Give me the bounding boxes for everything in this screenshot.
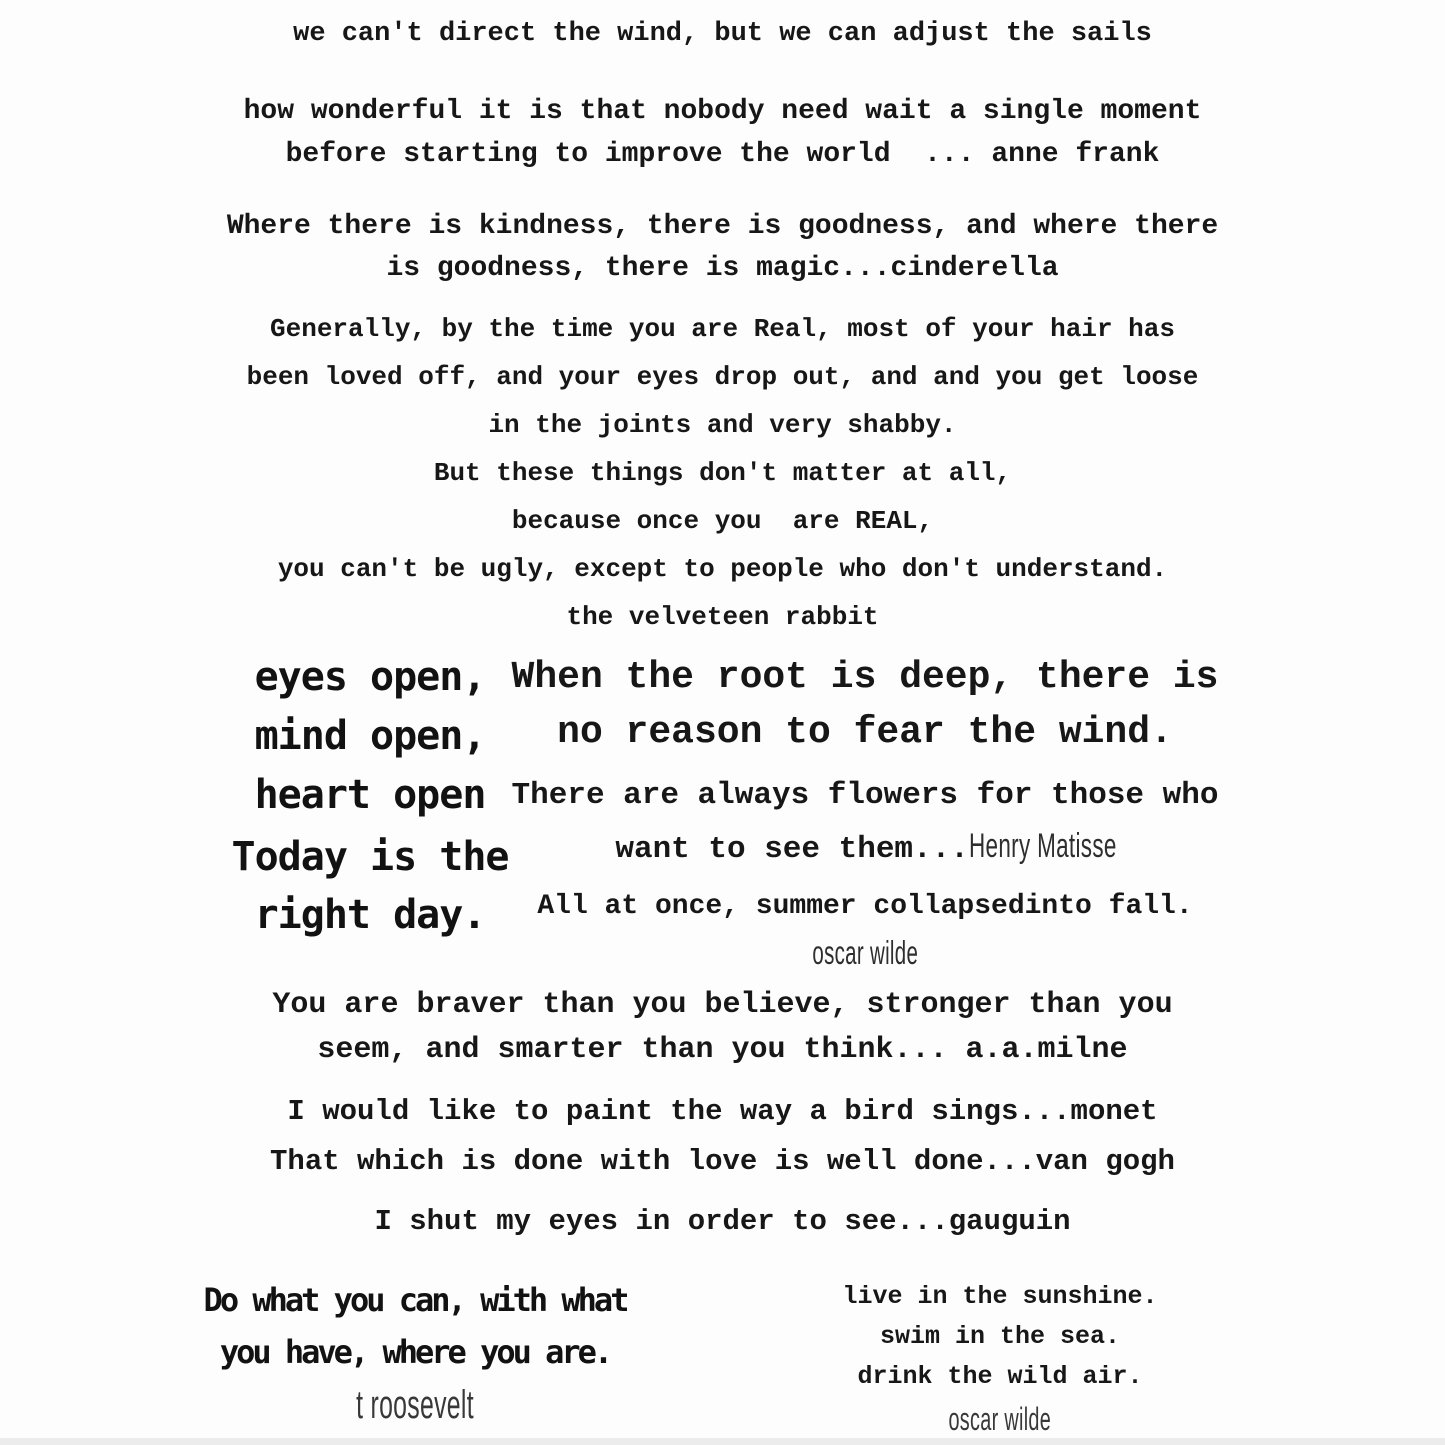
quote-attribution-line: [800, 1397, 1200, 1444]
quote-line: That which is done with love is well done...van gogh: [270, 1145, 1175, 1178]
quote-line: I would like to paint the way a bird sings...monet: [287, 1095, 1158, 1128]
quote-line-with-attribution: [480, 821, 1250, 875]
quote-line: Today is the: [231, 834, 509, 880]
quote-line: Generally, by the time you are Real, most of your hair has: [270, 314, 1175, 344]
quote-line: you have, where you are.: [219, 1333, 611, 1371]
quote-velveteen-rabbit: [0, 305, 1445, 641]
quote-wilde-sunshine: [800, 1277, 1200, 1444]
quote-line: been loved off, and your eyes drop out, and and you get loose: [246, 362, 1199, 392]
quote-line: When the root is deep, there is: [511, 656, 1219, 699]
quote-van-gogh-love: [0, 1144, 1445, 1180]
quote-wind-sails: [0, 14, 1445, 54]
quote-line: But these things don't matter at all,: [433, 458, 1012, 488]
quote-line: you can't be ugly, except to people who don't understand.: [277, 554, 1168, 584]
quote-line: is goodness, there is magic...cinderella: [386, 253, 1059, 284]
quote-attribution-line: [120, 1378, 710, 1433]
page-bottom-edge: [0, 1438, 1445, 1445]
quote-line: we can't direct the wind, but we can adjust the sails: [293, 19, 1152, 49]
quote-line: You are braver than you believe, stronger than you: [272, 988, 1173, 1022]
quote-line: heart open: [254, 772, 486, 818]
quote-line: swim in the sea.: [879, 1322, 1121, 1351]
quote-line: right day.: [254, 892, 486, 938]
quote-line: All at once, summer collapsedinto fall.: [537, 891, 1193, 922]
quote-cinderella: [0, 206, 1445, 290]
quote-anne-frank: [0, 90, 1445, 176]
quote-line: no reason to fear the wind.: [557, 711, 1173, 754]
quote-gauguin-shut-eyes: [0, 1204, 1445, 1240]
quote-line: Where there is kindness, there is goodness, and where there: [226, 211, 1219, 242]
quote-line: before starting to improve the world ... anne frank: [285, 139, 1160, 170]
quote-roosevelt-do-what-you-can: [120, 1274, 710, 1433]
quote-attribution: t roosevelt: [356, 1383, 474, 1427]
quote-line: Do what you can, with what: [203, 1281, 627, 1319]
quote-attribution: oscar wilde: [812, 934, 918, 971]
quote-line: I shut my eyes in order to see...gauguin: [374, 1205, 1071, 1238]
quote-line-text: want to see them...: [615, 832, 969, 867]
quote-line: mind open,: [254, 713, 486, 759]
quote-line: in the joints and very shabby.: [488, 410, 957, 440]
quote-milne-braver: [0, 983, 1445, 1073]
quote-root-deep: [480, 650, 1250, 760]
quote-line: drink the wild air.: [857, 1362, 1143, 1391]
quote-line: how wonderful it is that nobody need wait a single moment: [243, 96, 1202, 127]
quote-attribution: Henry Matisse: [968, 827, 1117, 865]
quote-line: There are always flowers for those who: [511, 778, 1219, 813]
quote-attribution-line: [480, 930, 1250, 981]
quote-matisse-flowers: [480, 770, 1250, 875]
quote-wilde-summer-fall: [480, 884, 1250, 981]
quote-attribution: the velveteen rabbit: [566, 602, 879, 632]
quote-line: seem, and smarter than you think... a.a.milne: [317, 1033, 1128, 1067]
quote-monet-bird-sings: [0, 1094, 1445, 1130]
quote-line: eyes open,: [254, 654, 486, 700]
quote-attribution: oscar wilde: [948, 1401, 1052, 1437]
quote-line: live in the sunshine.: [842, 1282, 1158, 1311]
quote-line: because once you are REAL,: [511, 506, 934, 536]
